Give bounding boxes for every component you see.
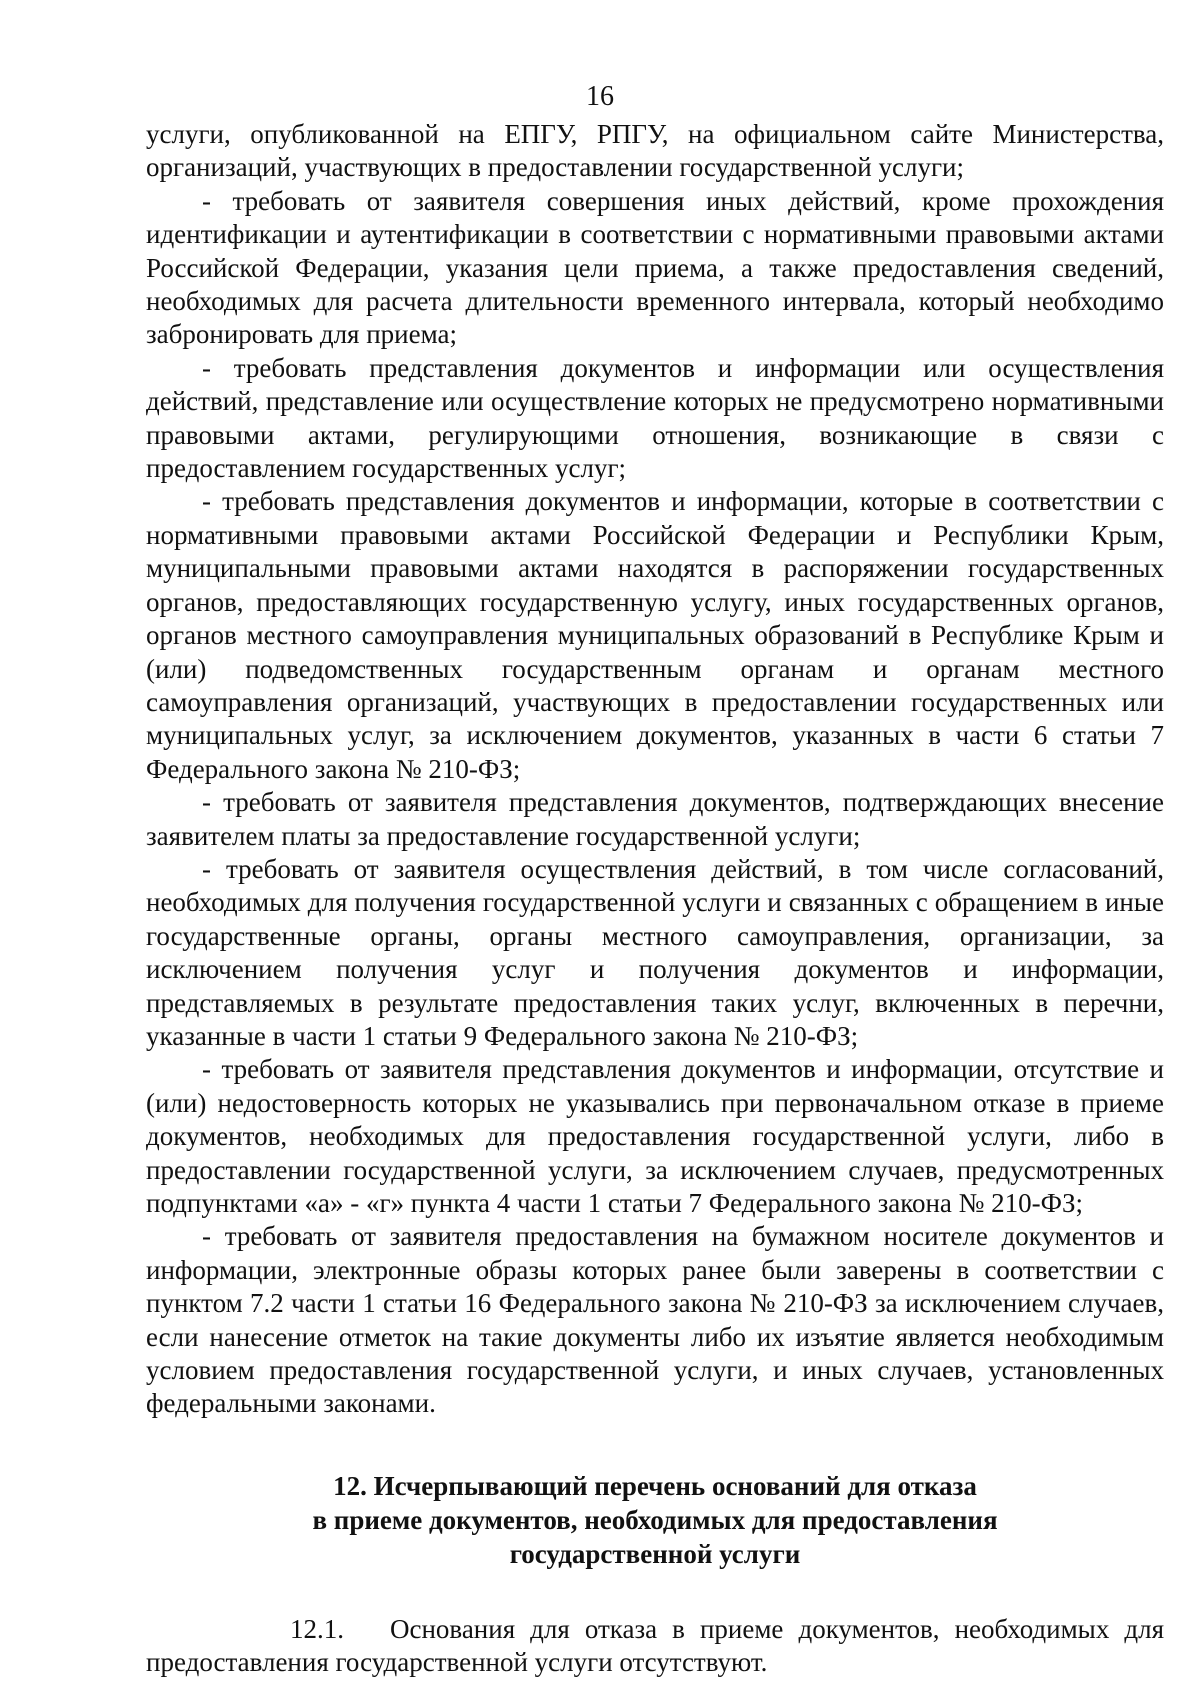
clause-number: 12.1. <box>290 1613 344 1644</box>
document-body <box>146 118 1164 1680</box>
page-number: 16 <box>586 81 614 112</box>
clause-12-1 <box>146 1613 1164 1680</box>
section-heading-line-1: 12. Исчерпывающий перечень оснований для отказа <box>333 1470 977 1501</box>
list-item-payment-proof: - требовать от заявителя представления документов, подтверждающих внесение заявителем платы за предоставление государственной услуги; <box>146 787 1164 851</box>
clause-text: Основания для отказа в приеме документов, необходимых для предоставления государственной услуги отсутствуют. <box>146 1613 1164 1678</box>
list-item-paper-copies: - требовать от заявителя предоставления на бумажном носителе документов и информации, электронные образы которых ранее были заверены в соответствии с пунктом 7.2 части 1 статьи 16 Федерального закона № 210-ФЗ за исключением случаев, если нанесение отметок на такие документы либо их изъятие является необходимым условием предоставления государственной услуги, и иных случаев, установленных федеральными законами. <box>146 1221 1164 1419</box>
list-item-identification: - требовать от заявителя совершения иных действий, кроме прохождения идентификации и аутентификации в соответствии с нормативными правовыми актами Российской Федерации, указания цели приема, а также предоставления сведений, необходимых для расчета длительности временного интервала, который необходимо забронировать для приема; <box>146 185 1164 350</box>
section-heading-line-3: государственной услуги <box>509 1538 801 1569</box>
list-item-previous-refusal: - требовать от заявителя представления документов и информации, отсутствие и (или) недостоверность которых не указывались при первоначальном отказе в приеме документов, необходимых для предоставления государственной услуги, либо в предоставлении государственной услуги, за исключением случаев, предусмотренных подпунктами «а» - «г» пункта 4 части 1 статьи 7 Федерального закона № 210-ФЗ; <box>146 1054 1164 1218</box>
section-heading-line-2: в приеме документов, необходимых для предоставления <box>312 1504 998 1535</box>
section-heading <box>146 1469 1164 1571</box>
list-item-documents-in-possession: - требовать представления документов и информации, которые в соответствии с нормативными правовыми актами Российской Федерации и Республики Крым, муниципальными правовыми актами находятся в распоряжении государственных органов, предоставляющих государственную услугу, иных государственных органов, органов местного самоуправления муниципальных образований в Республике Крым и (или) подведомственных государственным органам и органам местного самоуправления организаций, участвующих в предоставлении государственных или муниципальных услуг, за исключением документов, указанных в части 6 статьи 7 Федерального закона № 210-ФЗ; <box>146 486 1164 784</box>
list-item-unlawful-documents: - требовать представления документов и информации или осуществления действий, представление или осуществление которых не предусмотрено нормативными правовыми актами, регулирующими отношения, возникающие в связи с предоставлением государственных услуг; <box>146 352 1164 484</box>
list-item-approvals: - требовать от заявителя осуществления действий, в том числе согласований, необходимых для получения государственной услуги и связанных с обращением в иные государственные органы, органы местного самоуправления, организации, за исключением получения услуг и получения документов и информации, представляемых в результате предоставления таких услуг, включенных в перечни, указанные в части 1 статьи 9 Федерального закона № 210-ФЗ; <box>146 853 1164 1051</box>
paragraph-continuation: услуги, опубликованной на ЕПГУ, РПГУ, на официальном сайте Министерства, организаций, участвующих в предоставлении государственной услуги; <box>146 119 1164 183</box>
